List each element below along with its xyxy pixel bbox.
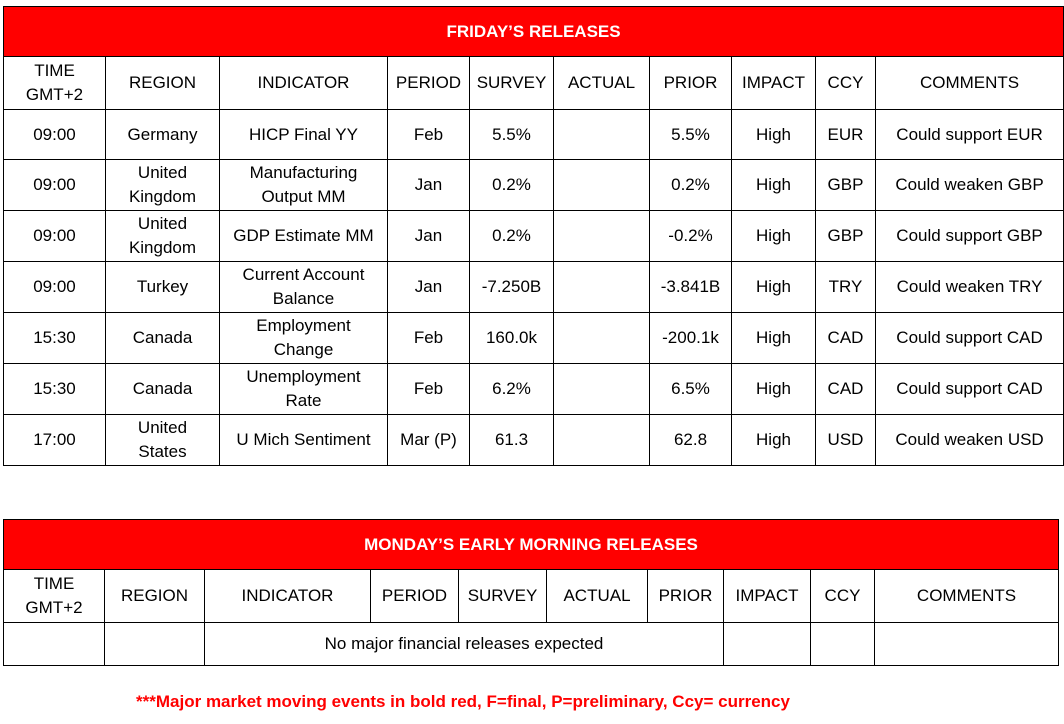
- monday-releases-table: [3, 519, 1059, 666]
- impact-cell: High: [732, 364, 816, 415]
- empty-cell: [105, 623, 205, 666]
- period-cell: Jan: [388, 211, 470, 262]
- time-cell: 17:00: [4, 415, 106, 466]
- actual-cell: [554, 110, 650, 160]
- header-impact: IMPACT: [732, 57, 816, 110]
- period-cell: Mar (P): [388, 415, 470, 466]
- header-survey: SURVEY: [470, 57, 554, 110]
- monday-empty-row: [4, 623, 1059, 666]
- impact-cell: High: [732, 313, 816, 364]
- table-row: [4, 313, 1064, 364]
- prior-cell: 6.5%: [650, 364, 732, 415]
- footnote: ***Major market moving events in bold red, F=final, P=preliminary, Ccy= currency: [136, 692, 790, 711]
- comment-cell: Could weaken USD: [876, 415, 1064, 466]
- period-cell: Feb: [388, 313, 470, 364]
- indicator-cell: Manufacturing Output MM: [220, 160, 388, 211]
- time-cell: 15:30: [4, 313, 106, 364]
- table-row: [4, 160, 1064, 211]
- period-cell: Jan: [388, 262, 470, 313]
- ccy-cell: USD: [816, 415, 876, 466]
- prior-cell: -200.1k: [650, 313, 732, 364]
- header-indicator: INDICATOR: [220, 57, 388, 110]
- header-time: TIME GMT+2: [4, 57, 106, 110]
- header-actual: ACTUAL: [554, 57, 650, 110]
- time-cell: 09:00: [4, 262, 106, 313]
- comment-cell: Could support CAD: [876, 364, 1064, 415]
- time-cell: 09:00: [4, 211, 106, 262]
- prior-cell: -3.841B: [650, 262, 732, 313]
- impact-cell: High: [732, 110, 816, 160]
- actual-cell: [554, 262, 650, 313]
- time-cell: 09:00: [4, 160, 106, 211]
- header-prior: PRIOR: [648, 570, 724, 623]
- indicator-cell: GDP Estimate MM: [220, 211, 388, 262]
- indicator-cell: U Mich Sentiment: [220, 415, 388, 466]
- header-region: REGION: [106, 57, 220, 110]
- region-cell: Canada: [106, 313, 220, 364]
- ccy-cell: GBP: [816, 211, 876, 262]
- header-prior: PRIOR: [650, 57, 732, 110]
- table-row: [4, 415, 1064, 466]
- header-period: PERIOD: [371, 570, 459, 623]
- monday-header-row: [4, 570, 1059, 623]
- friday-header-row: [4, 57, 1064, 110]
- actual-cell: [554, 160, 650, 211]
- prior-cell: 0.2%: [650, 160, 732, 211]
- impact-cell: High: [732, 211, 816, 262]
- header-ccy: CCY: [816, 57, 876, 110]
- actual-cell: [554, 364, 650, 415]
- actual-cell: [554, 415, 650, 466]
- survey-cell: 0.2%: [470, 160, 554, 211]
- comment-cell: Could support GBP: [876, 211, 1064, 262]
- header-region: REGION: [105, 570, 205, 623]
- empty-cell: [724, 623, 811, 666]
- no-releases-message: No major financial releases expected: [205, 623, 724, 666]
- indicator-cell: Unemployment Rate: [220, 364, 388, 415]
- ccy-cell: GBP: [816, 160, 876, 211]
- table-row: [4, 211, 1064, 262]
- survey-cell: 5.5%: [470, 110, 554, 160]
- period-cell: Jan: [388, 160, 470, 211]
- region-cell: Turkey: [106, 262, 220, 313]
- time-cell: 15:30: [4, 364, 106, 415]
- header-ccy: CCY: [811, 570, 875, 623]
- empty-cell: [4, 623, 105, 666]
- survey-cell: 61.3: [470, 415, 554, 466]
- comment-cell: Could weaken TRY: [876, 262, 1064, 313]
- region-cell: Germany: [106, 110, 220, 160]
- indicator-cell: Employment Change: [220, 313, 388, 364]
- table-row: [4, 364, 1064, 415]
- survey-cell: 6.2%: [470, 364, 554, 415]
- comment-cell: Could support CAD: [876, 313, 1064, 364]
- empty-cell: [875, 623, 1059, 666]
- table-row: [4, 110, 1064, 160]
- header-comments: COMMENTS: [875, 570, 1059, 623]
- impact-cell: High: [732, 415, 816, 466]
- survey-cell: 0.2%: [470, 211, 554, 262]
- region-cell: Canada: [106, 364, 220, 415]
- header-comments: COMMENTS: [876, 57, 1064, 110]
- monday-title: MONDAY’S EARLY MORNING RELEASES: [4, 520, 1059, 570]
- friday-banner-row: [4, 7, 1064, 57]
- survey-cell: -7.250B: [470, 262, 554, 313]
- ccy-cell: TRY: [816, 262, 876, 313]
- comment-cell: Could weaken GBP: [876, 160, 1064, 211]
- actual-cell: [554, 313, 650, 364]
- period-cell: Feb: [388, 364, 470, 415]
- prior-cell: 62.8: [650, 415, 732, 466]
- prior-cell: -0.2%: [650, 211, 732, 262]
- period-cell: Feb: [388, 110, 470, 160]
- header-survey: SURVEY: [459, 570, 547, 623]
- impact-cell: High: [732, 262, 816, 313]
- ccy-cell: CAD: [816, 313, 876, 364]
- monday-banner-row: [4, 520, 1059, 570]
- empty-cell: [811, 623, 875, 666]
- time-cell: 09:00: [4, 110, 106, 160]
- table-row: [4, 262, 1064, 313]
- ccy-cell: CAD: [816, 364, 876, 415]
- indicator-cell: HICP Final YY: [220, 110, 388, 160]
- friday-releases-table: [3, 6, 1064, 466]
- header-indicator: INDICATOR: [205, 570, 371, 623]
- header-period: PERIOD: [388, 57, 470, 110]
- survey-cell: 160.0k: [470, 313, 554, 364]
- header-time: TIME GMT+2: [4, 570, 105, 623]
- region-cell: United Kingdom: [106, 211, 220, 262]
- header-actual: ACTUAL: [547, 570, 648, 623]
- ccy-cell: EUR: [816, 110, 876, 160]
- header-impact: IMPACT: [724, 570, 811, 623]
- region-cell: United Kingdom: [106, 160, 220, 211]
- region-cell: United States: [106, 415, 220, 466]
- prior-cell: 5.5%: [650, 110, 732, 160]
- comment-cell: Could support EUR: [876, 110, 1064, 160]
- friday-body: [4, 110, 1064, 466]
- friday-title: FRIDAY’S RELEASES: [4, 7, 1064, 57]
- actual-cell: [554, 211, 650, 262]
- indicator-cell: Current Account Balance: [220, 262, 388, 313]
- impact-cell: High: [732, 160, 816, 211]
